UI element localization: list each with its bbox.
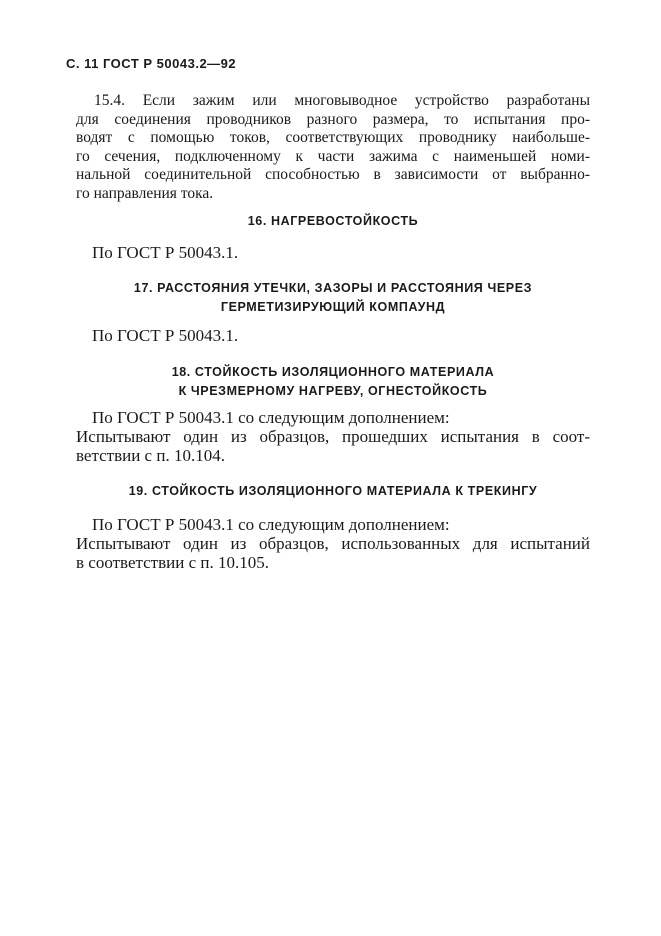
clause-line: для соединения проводников разного размера, то испытания про- [76, 110, 590, 128]
body-line: По ГОСТ Р 50043.1 со следующим дополнением: [92, 515, 450, 534]
body-line: По ГОСТ Р 50043.1 со следующим дополнением: [92, 408, 450, 427]
clause-line: нальной соединительной способностью в зависимости от выбранно- [76, 166, 590, 184]
body-line: в соответствии с п. 10.105. [76, 553, 269, 572]
section-16-heading [76, 212, 590, 231]
heading-line: 19. СТОЙКОСТЬ ИЗОЛЯЦИОННОГО МАТЕРИАЛА К ТРЕКИНГУ [128, 484, 538, 498]
clause-line: 15.4. Если зажим или многовыводное устройство разработаны [94, 92, 590, 109]
section-17-body: По ГОСТ Р 50043.1. [92, 326, 239, 345]
section-18-heading [76, 363, 590, 401]
heading-line: 18. СТОЙКОСТЬ ИЗОЛЯЦИОННОГО МАТЕРИАЛА [171, 365, 495, 379]
section-17-heading [76, 279, 590, 317]
clause-line: го сечения, подключенному к части зажима с наименьшей номи- [76, 147, 590, 165]
clause-line: го направления тока. [76, 184, 214, 202]
heading-line: ГЕРМЕТИЗИРУЮЩИЙ КОМПАУНД [220, 300, 446, 314]
body-line: Испытывают один из образцов, использованных для испытаний [76, 534, 590, 553]
heading-line: 16. НАГРЕВОСТОЙКОСТЬ [247, 214, 419, 228]
clause-line: водят с помощью токов, соответствующих проводнику наибольше- [76, 129, 590, 147]
section-18-body [76, 408, 590, 465]
body-line: ветствии с п. 10.104. [76, 446, 225, 465]
section-16-body: По ГОСТ Р 50043.1. [92, 243, 239, 262]
section-19-heading [76, 482, 590, 501]
heading-line: К ЧРЕЗМЕРНОМУ НАГРЕВУ, ОГНЕСТОЙКОСТЬ [178, 384, 488, 398]
body-line: Испытывают один из образцов, прошедших испытания в соот- [76, 427, 590, 446]
heading-line: 17. РАССТОЯНИЯ УТЕЧКИ, ЗАЗОРЫ И РАССТОЯНИЯ ЧЕРЕЗ [133, 281, 533, 295]
section-19-body [76, 515, 590, 572]
clause-15-4 [76, 92, 590, 204]
page-header: С. 11 ГОСТ Р 50043.2—92 [66, 56, 237, 71]
